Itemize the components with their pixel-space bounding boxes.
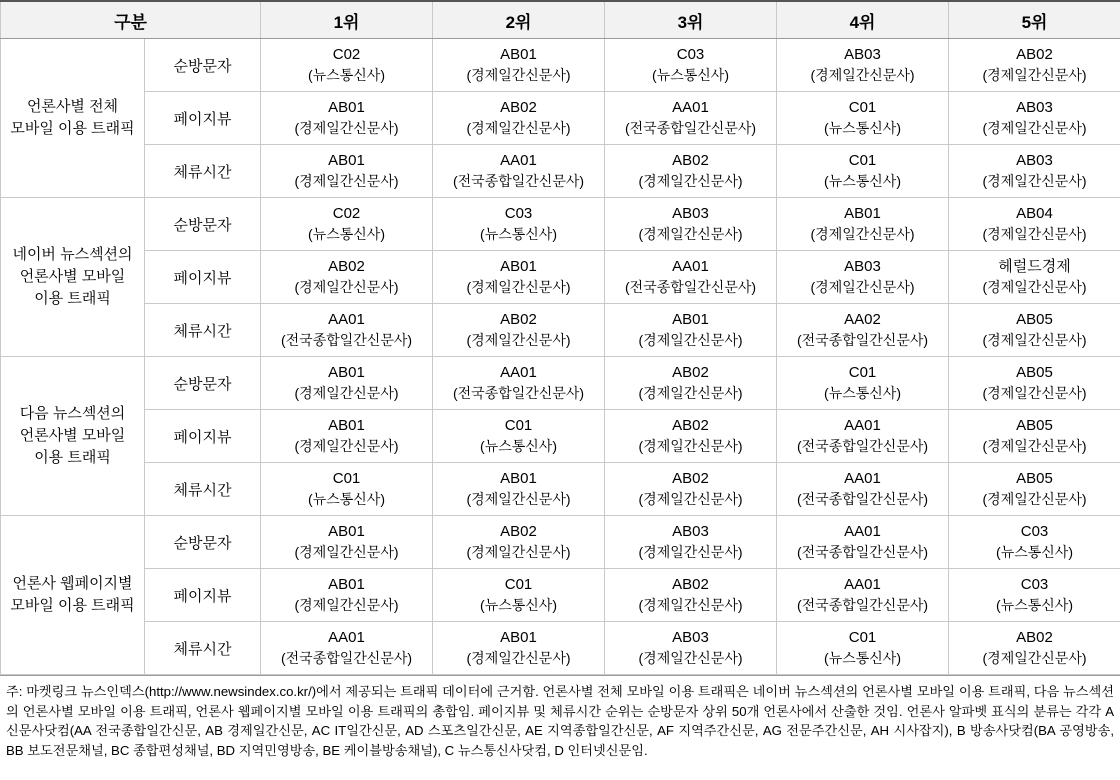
media-code: AB03 [844,46,881,64]
rank-cell [433,145,605,198]
media-category: (뉴스통신사) [824,119,901,136]
header-cell-rank4: 4위 [777,1,949,39]
media-category: (경제일간신문사) [810,278,915,295]
media-code: AB02 [672,417,709,435]
rank-cell [949,145,1120,198]
media-category: (뉴스통신사) [480,596,557,613]
media-code: C03 [504,205,533,223]
table-header [1,1,1120,39]
media-category: (경제일간신문사) [638,543,743,560]
table-row [1,145,1120,198]
rank-cell [949,198,1120,251]
media-code: AB02 [672,576,709,594]
metric-label-cell: 체류시간 [145,145,261,198]
media-code: AB03 [1016,99,1053,117]
media-code: AB02 [500,99,537,117]
rank-cell [261,92,433,145]
media-code: C01 [504,576,533,594]
media-category: (뉴스통신사) [824,384,901,401]
rank-cell [777,251,949,304]
media-category: (경제일간신문사) [638,331,743,348]
media-code: AA01 [328,629,365,647]
rank-cell [777,516,949,569]
metric-label-cell: 페이지뷰 [145,92,261,145]
rank-cell [949,304,1120,357]
rank-cell [605,357,777,410]
media-code: AB02 [1016,629,1053,647]
rank-cell [605,622,777,675]
media-code: AB02 [672,470,709,488]
media-code: AB05 [1016,364,1053,382]
table-row [1,516,1120,569]
rank-cell [949,622,1120,675]
media-code: AB01 [500,46,537,64]
media-code: AB01 [328,99,365,117]
media-category: (전국종합일간신문사) [796,596,929,613]
rank-cell [949,92,1120,145]
rank-cell [605,198,777,251]
rank-cell [605,304,777,357]
media-category: (전국종합일간신문사) [796,331,929,348]
media-code: C01 [332,470,361,488]
media-category: (경제일간신문사) [638,596,743,613]
media-category: (경제일간신문사) [982,119,1087,136]
rank-cell [605,39,777,92]
media-category: (경제일간신문사) [466,119,571,136]
media-category: (경제일간신문사) [466,490,571,507]
metric-label-cell: 순방문자 [145,39,261,92]
media-category: (경제일간신문사) [294,119,399,136]
rank-cell [605,463,777,516]
rank-cell [605,569,777,622]
media-category: (경제일간신문사) [982,490,1087,507]
media-code: AB02 [500,523,537,541]
media-code: AB02 [672,152,709,170]
media-code: AB02 [1016,46,1053,64]
media-code: AB02 [328,258,365,276]
media-category: (뉴스통신사) [824,172,901,189]
rank-cell [949,39,1120,92]
media-category: (경제일간신문사) [638,384,743,401]
rank-cell [949,410,1120,463]
media-category: (경제일간신문사) [982,225,1087,242]
media-category: (전국종합일간신문사) [624,119,757,136]
table-row [1,463,1120,516]
header-cell-rank1: 1위 [261,1,433,39]
media-category: (뉴스통신사) [996,543,1073,560]
media-category: (경제일간신문사) [466,649,571,666]
media-category: (경제일간신문사) [810,66,915,83]
media-category: (경제일간신문사) [982,66,1087,83]
media-code: C01 [848,99,877,117]
media-code: AB01 [500,258,537,276]
rank-cell [777,357,949,410]
media-category: (경제일간신문사) [466,543,571,560]
metric-label-cell: 페이지뷰 [145,410,261,463]
rank-cell [605,92,777,145]
rank-cell [777,304,949,357]
media-code: 헤럴드경제 [998,258,1071,276]
rank-cell [605,516,777,569]
rank-cell [433,622,605,675]
media-category: (경제일간신문사) [466,66,571,83]
media-category: (경제일간신문사) [294,278,399,295]
media-code: AB05 [1016,470,1053,488]
group-label-cell: 다음 뉴스섹션의 언론사별 모바일 이용 트래픽 [1,357,145,516]
group-label-cell: 언론사별 전체 모바일 이용 트래픽 [1,39,145,198]
media-category: (경제일간신문사) [982,278,1087,295]
media-code: AB01 [328,364,365,382]
rank-cell [777,622,949,675]
rank-cell [433,198,605,251]
media-category: (전국종합일간신문사) [280,331,413,348]
media-category: (뉴스통신사) [824,649,901,666]
group-label-cell: 네이버 뉴스섹션의 언론사별 모바일 이용 트래픽 [1,198,145,357]
rank-cell [777,145,949,198]
media-category: (경제일간신문사) [982,649,1087,666]
media-code: C02 [332,205,361,223]
header-cell-rank5: 5위 [949,1,1120,39]
metric-label-cell: 체류시간 [145,463,261,516]
rank-cell [605,145,777,198]
rank-cell [777,410,949,463]
rank-cell [261,304,433,357]
rank-cell [261,516,433,569]
media-category: (경제일간신문사) [982,172,1087,189]
media-code: AB05 [1016,417,1053,435]
table-row [1,410,1120,463]
rank-cell [433,463,605,516]
table-row [1,198,1120,251]
media-category: (뉴스통신사) [652,66,729,83]
media-category: (경제일간신문사) [294,437,399,454]
rank-cell [261,463,433,516]
rank-cell [261,145,433,198]
media-category: (경제일간신문사) [638,225,743,242]
media-category: (전국종합일간신문사) [452,172,585,189]
media-category: (경제일간신문사) [638,490,743,507]
media-category: (전국종합일간신문사) [796,437,929,454]
media-code: AB01 [672,311,709,329]
rank-cell [777,92,949,145]
rank-cell [261,198,433,251]
rank-cell [777,39,949,92]
media-code: AA01 [844,417,881,435]
media-code: AB01 [500,470,537,488]
media-code: AA01 [672,258,709,276]
media-code: AB01 [500,629,537,647]
media-category: (뉴스통신사) [308,66,385,83]
media-code: AB03 [672,629,709,647]
rank-cell [433,92,605,145]
media-category: (뉴스통신사) [308,490,385,507]
media-code: AA01 [500,364,537,382]
media-category: (뉴스통신사) [480,437,557,454]
media-code: AA01 [328,311,365,329]
rank-cell [949,463,1120,516]
rank-cell [777,463,949,516]
rank-cell [261,251,433,304]
metric-label-cell: 순방문자 [145,357,261,410]
header-cell-rank2: 2위 [433,1,605,39]
media-code: AB01 [844,205,881,223]
media-category: (전국종합일간신문사) [624,278,757,295]
media-category: (경제일간신문사) [982,384,1087,401]
rank-cell [261,569,433,622]
rank-cell [433,516,605,569]
media-code: AB02 [500,311,537,329]
media-code: C02 [332,46,361,64]
rank-cell [949,251,1120,304]
rank-cell [433,251,605,304]
media-category: (전국종합일간신문사) [452,384,585,401]
media-code: C03 [676,46,705,64]
rank-cell [433,410,605,463]
rank-cell [261,622,433,675]
media-code: AB03 [844,258,881,276]
rank-cell [777,198,949,251]
rank-cell [949,516,1120,569]
media-category: (뉴스통신사) [308,225,385,242]
media-code: C01 [504,417,533,435]
metric-label-cell: 순방문자 [145,516,261,569]
media-category: (경제일간신문사) [638,172,743,189]
rank-cell [605,251,777,304]
media-category: (경제일간신문사) [294,596,399,613]
media-category: (전국종합일간신문사) [796,543,929,560]
header-row [1,1,1120,39]
media-code: C01 [848,364,877,382]
media-code: AA01 [672,99,709,117]
rank-cell [261,357,433,410]
media-category: (경제일간신문사) [638,437,743,454]
media-category: (경제일간신문사) [638,649,743,666]
table-row [1,569,1120,622]
media-category: (뉴스통신사) [480,225,557,242]
media-code: C03 [1020,523,1049,541]
media-category: (경제일간신문사) [982,437,1087,454]
metric-label-cell: 페이지뷰 [145,569,261,622]
rank-cell [605,410,777,463]
media-code: AB01 [328,523,365,541]
header-cell-rank3: 3위 [605,1,777,39]
media-category: (경제일간신문사) [466,278,571,295]
media-code: C01 [848,152,877,170]
metric-label-cell: 체류시간 [145,304,261,357]
rank-cell [433,357,605,410]
metric-label-cell: 체류시간 [145,622,261,675]
media-code: AB05 [1016,311,1053,329]
media-category: (경제일간신문사) [982,331,1087,348]
rank-cell [777,569,949,622]
media-code: AB04 [1016,205,1053,223]
table-row [1,92,1120,145]
header-cell-gubun: 구분 [1,1,261,39]
rank-cell [261,410,433,463]
media-category: (경제일간신문사) [294,172,399,189]
media-code: AA01 [844,470,881,488]
rank-cell [949,569,1120,622]
media-code: AB01 [328,417,365,435]
rank-cell [433,304,605,357]
rank-cell [949,357,1120,410]
table-row [1,251,1120,304]
media-code: AB03 [672,205,709,223]
rank-cell [261,39,433,92]
group-label-cell: 언론사 웹페이지별 모바일 이용 트래픽 [1,516,145,675]
media-code: AB02 [672,364,709,382]
media-category: (경제일간신문사) [294,384,399,401]
media-category: (전국종합일간신문사) [280,649,413,666]
media-code: AA01 [844,576,881,594]
media-category: (전국종합일간신문사) [796,490,929,507]
media-code: AA02 [844,311,881,329]
media-code: AB03 [672,523,709,541]
media-category: (뉴스통신사) [996,596,1073,613]
metric-label-cell: 순방문자 [145,198,261,251]
media-code: AB01 [328,576,365,594]
rank-cell [433,569,605,622]
media-code: AB03 [1016,152,1053,170]
media-code: C01 [848,629,877,647]
media-category: (경제일간신문사) [810,225,915,242]
media-code: AB01 [328,152,365,170]
media-category: (경제일간신문사) [294,543,399,560]
media-code: C03 [1020,576,1049,594]
rank-cell [433,39,605,92]
media-code: AA01 [500,152,537,170]
table-body [1,39,1120,675]
media-category: (경제일간신문사) [466,331,571,348]
table-row [1,622,1120,675]
table-row [1,304,1120,357]
media-code: AA01 [844,523,881,541]
metric-label-cell: 페이지뷰 [145,251,261,304]
table-note: 주: 마켓링크 뉴스인덱스(http://www.newsindex.co.kr/)에서 제공되는 트래픽 데이터에 근거함. 언론사별 전체 모바일 이용 트래픽은 네이버 뉴스섹션의 언론사별 모바일 이용 트래픽, 다음 뉴스섹션의 언론사별 모바일 이용 트래픽, 언론사 웹페이지별 모바일 이용 트래픽의 총합임. 페이지뷰 및 체류시간 순위는 순방문자 상위 50개 언론사에서 산출한 것임. 언론사 알파벳 표식의 분류는 각각 A 신문사닷컴(AA 전국종합일간신문, AB 경제일간신문, AC IT일간신문, AD 스포츠일간신문, AE 지역종합일간신문, AF 지역주간신문, AG 전문주간신문, AH 시사잡지), B 방송사닷컴(BA 공영방송, BB 보도전문채널, BC 종합편성채널, BD 지역민영방송, BE 케이블방송채널), C 뉴스통신사닷컴, D 인터넷신문임. [0,675,1120,764]
table-row [1,357,1120,410]
table-row [1,39,1120,92]
